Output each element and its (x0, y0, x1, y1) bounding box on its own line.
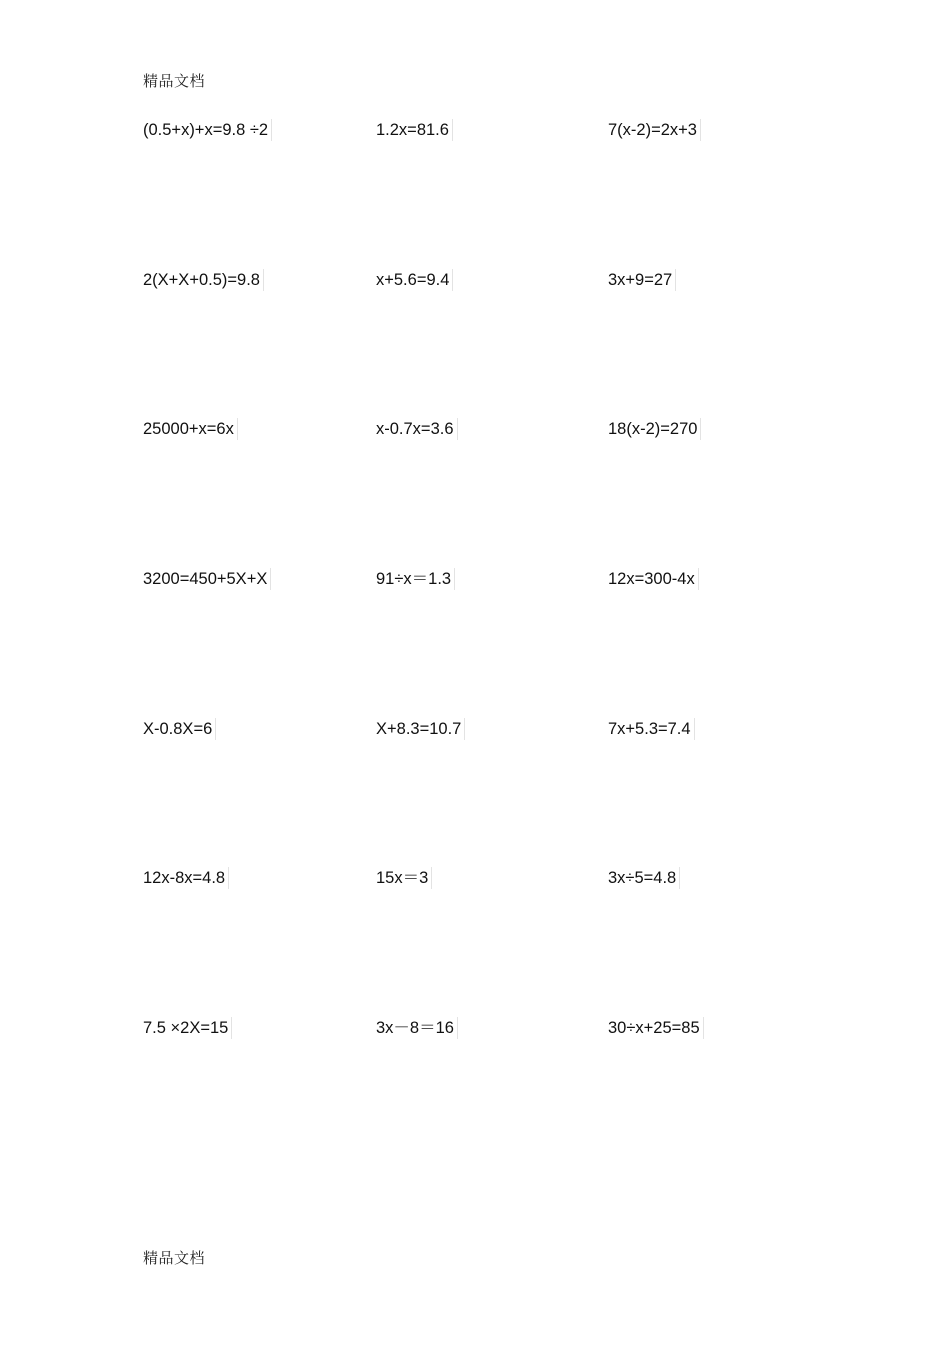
equation-row (143, 866, 783, 1016)
equation: 12x-8x=4.8 (143, 866, 229, 890)
equation-grid (143, 118, 783, 1166)
equation: 3x÷5=4.8 (608, 866, 680, 890)
equation-row (143, 717, 783, 867)
equation: 7.5 ×2X=15 (143, 1016, 232, 1040)
equation: x+5.6=9.4 (376, 268, 453, 292)
equation-row (143, 268, 783, 418)
footer-watermark-label: 精品文档 (143, 1249, 206, 1267)
equation: 30÷x+25=85 (608, 1016, 704, 1040)
equation: 3200=450+5X+X (143, 567, 271, 591)
equation: 3x－8＝16 (376, 1016, 458, 1040)
equation: 1.2x=81.6 (376, 118, 453, 142)
equation: 2(X+X+0.5)=9.8 (143, 268, 264, 292)
equation-row (143, 1016, 783, 1166)
header-watermark-label: 精品文档 (143, 72, 206, 90)
equation-row (143, 567, 783, 717)
equation: 3x+9=27 (608, 268, 676, 292)
equation: 18(x-2)=270 (608, 417, 701, 441)
equation: (0.5+x)+x=9.8 ÷2 (143, 118, 272, 142)
equation: 7(x-2)=2x+3 (608, 118, 701, 142)
equation: 91÷x＝1.3 (376, 567, 455, 591)
equation: x-0.7x=3.6 (376, 417, 458, 441)
equation: 7x+5.3=7.4 (608, 717, 695, 741)
equation: 12x=300-4x (608, 567, 699, 591)
equation: X-0.8X=6 (143, 717, 216, 741)
equation-row (143, 417, 783, 567)
equation: 15x＝3 (376, 866, 432, 890)
equation-row (143, 118, 783, 268)
equation: 25000+x=6x (143, 417, 238, 441)
equation: X+8.3=10.7 (376, 717, 465, 741)
